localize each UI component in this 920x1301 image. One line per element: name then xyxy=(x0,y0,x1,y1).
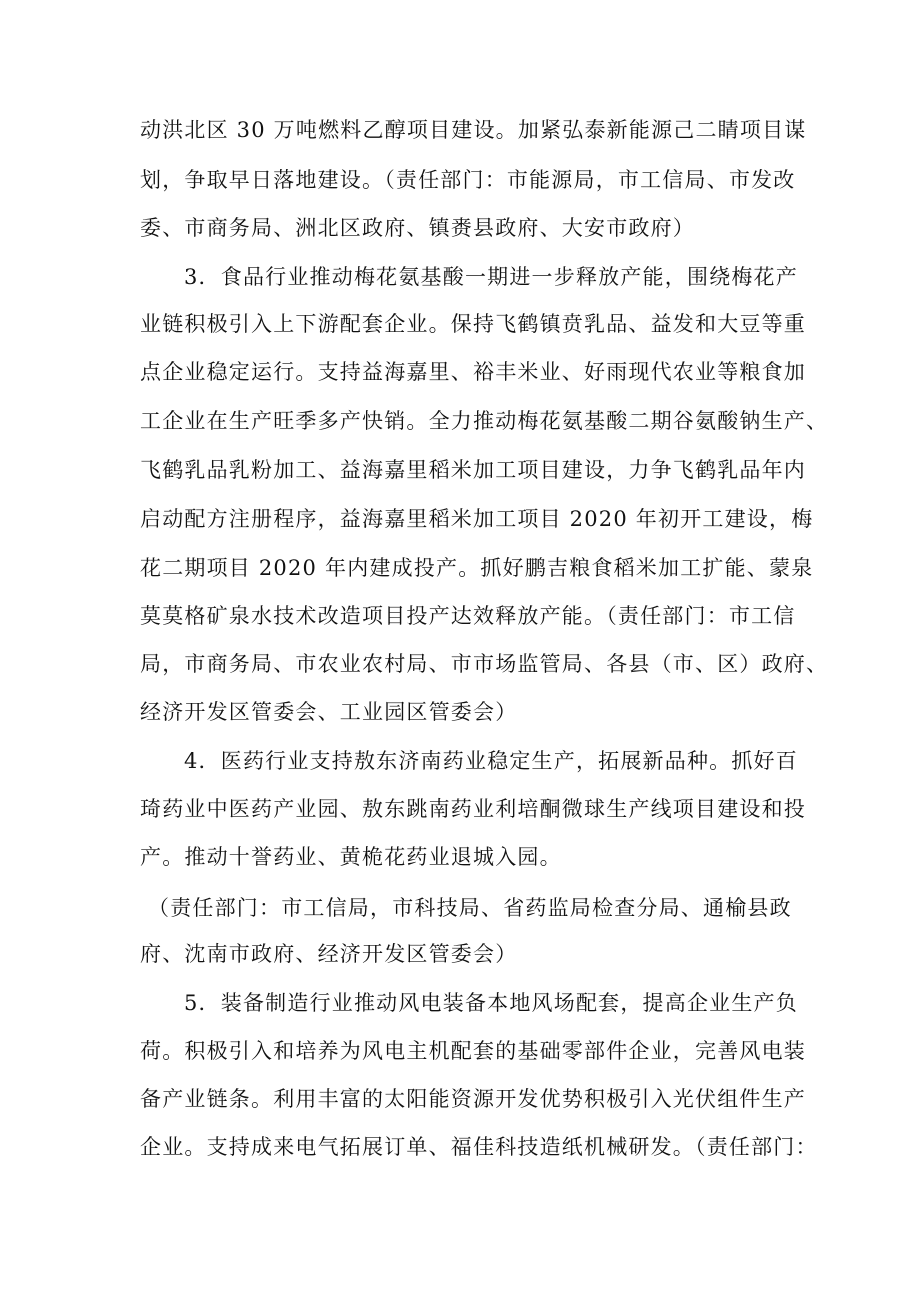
text-line: 划，争取早日落地建设。（责任部门：市能源局，市工信局、市发改 xyxy=(140,168,796,192)
text-line: 3．食品行业推动梅花氨基酸一期进一步释放产能，围绕梅花产 xyxy=(184,265,798,289)
text-line: 委、市商务局、洲北区政府、镇赉县政府、大安市政府） xyxy=(140,216,695,240)
text-line: 府、沈南市政府、经济开发区管委会） xyxy=(140,942,518,966)
text-line: 局，市商务局、市农业农村局、市市场监管局、各县（市、区）政府、 xyxy=(140,652,829,676)
text-line: 飞鹤乳品乳粉加工、益海嘉里稻米加工项目建设，力争飞鹤乳品年内 xyxy=(140,458,806,482)
text-line: 产。推动十誉药业、黄桅花药业退城入园。 xyxy=(140,845,562,869)
text-line: 动洪北区 30 万吨燃料乙醇项目建设。加紧弘泰新能源己二睛项目谋 xyxy=(140,118,807,142)
text-line: 经济开发区管委会、工业园区管委会） xyxy=(140,700,518,724)
text-line: 花二期项目 2020 年内建成投产。抓好鹏吉粮食稻米加工扩能、蒙泉 xyxy=(140,556,814,580)
text-line: 莫莫格矿泉水技术改造项目投产达效释放产能。（责任部门：市工信 xyxy=(140,604,796,628)
text-line: 琦药业中医药产业园、敖东跳南药业利培酮微球生产线项目建设和投 xyxy=(140,797,806,821)
text-line: 5．装备制造行业推动风电装备本地风场配套，提高企业生产负 xyxy=(184,991,798,1015)
text-line: 启动配方注册程序，益海嘉里稻米加工项目 2020 年初开工建设，梅 xyxy=(140,507,814,531)
text-line: 点企业稳定运行。支持益海嘉里、裕丰米业、好雨现代农业等粮食加 xyxy=(140,360,806,384)
text-line: 企业。支持成来电气拓展订单、福佳科技造纸机械研发。（责任部门： xyxy=(140,1135,818,1159)
text-line: 业链积极引入上下游配套企业。保持飞鹤镇贲乳品、益发和大豆等重 xyxy=(140,312,806,336)
text-line: 工企业在生产旺季多产快销。全力推动梅花氨基酸二期谷氨酸钠生产、 xyxy=(140,409,829,433)
text-line: 4．医药行业支持敖东济南药业稳定生产，拓展新品种。抓好百 xyxy=(184,749,798,773)
text-line: 荷。积极引入和培养为风电主机配套的基础零部件企业，完善风电装 xyxy=(140,1039,806,1063)
text-line: （责任部门：市工信局，市科技局、省药监局检查分局、通榆县政 xyxy=(148,896,792,920)
text-line: 备产业链条。利用丰富的太阳能资源开发优势积极引入光伏组件生产 xyxy=(140,1087,806,1111)
